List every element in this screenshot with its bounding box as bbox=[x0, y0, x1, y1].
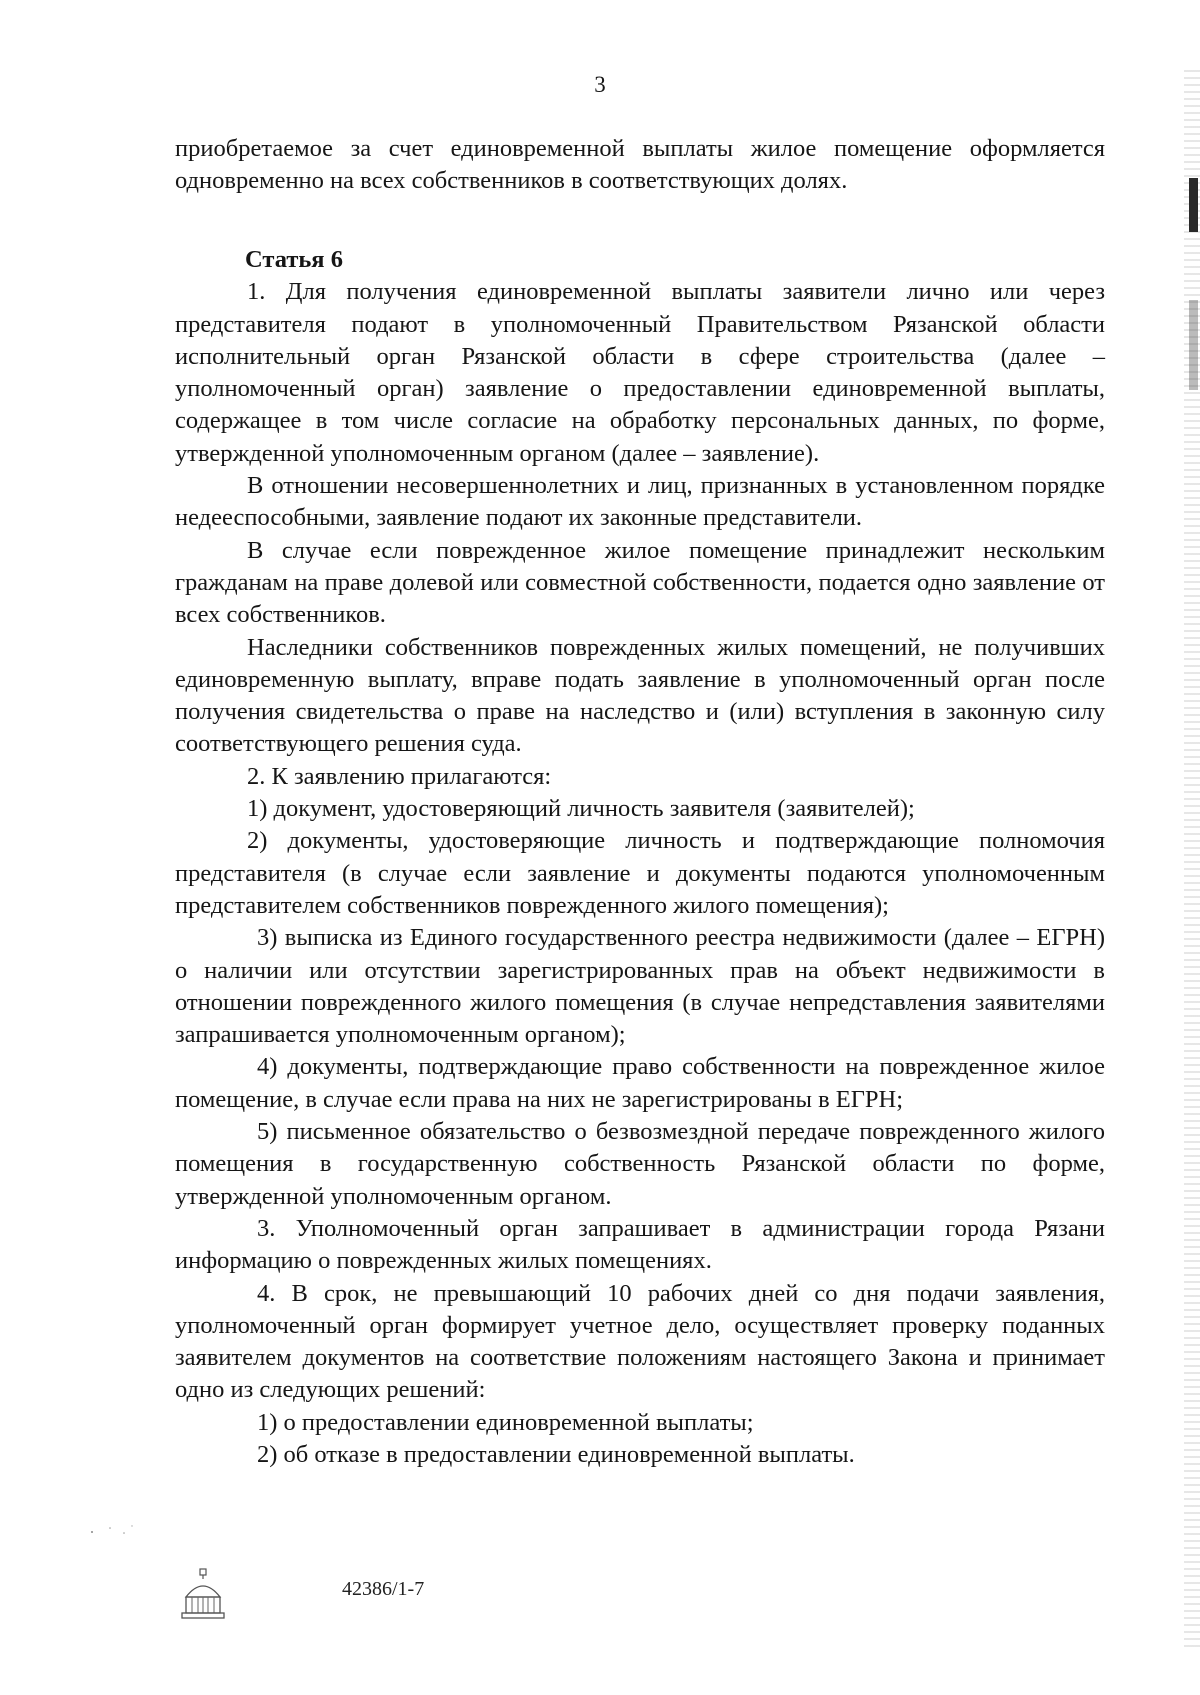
intro-paragraph: приобретаемое за счет единовременной выплаты жилое помещение оформляется одновременно на всех собственников в соответствующих долях. bbox=[175, 135, 1105, 195]
article-list-item: 5) письменное обязательство о безвозмездной передаче поврежденного жилого помещения в государственную собственность Рязанской области по форме, утвержденной уполномоченным органом. bbox=[175, 1118, 1105, 1210]
article-paragraph: Наследники собственников поврежденных жилых помещений, не получивших единовременную выплату, вправе подать заявление в уполномоченный орган после получения свидетельства о праве на наследство и (или) вступления в законную силу соответствующего решения суда. bbox=[175, 633, 1105, 758]
article-paragraph: 4. В срок, не превышающий 10 рабочих дней со дня подачи заявления, уполномоченный орган формирует учетное дело, осуществляет проверку поданных заявителем документов на соответствие положениям настоящего Закона и принимает одно из следующих решений: bbox=[175, 1279, 1105, 1404]
article-list-item: 1) документ, удостоверяющий личность заявителя (заявителей); bbox=[247, 795, 915, 823]
intro-block bbox=[175, 133, 1105, 198]
article-paragraph: 2. К заявлению прилагаются: bbox=[247, 762, 552, 790]
scan-specks bbox=[88, 1520, 148, 1540]
article-list-item: 2) документы, удостоверяющие личность и подтверждающие полномочия представителя (в случае если заявление и документы подаются уполномоченным представителем собственников поврежденного жилого помещения); bbox=[175, 827, 1105, 919]
article-paragraph: В случае если поврежденное жилое помещение принадлежит нескольким гражданам на праве долевой или совместной собственности, подается одно заявление от всех собственников. bbox=[175, 536, 1105, 629]
article-list-item: 1) о предоставлении единовременной выплаты; bbox=[257, 1408, 754, 1436]
article-6 bbox=[175, 226, 1105, 1471]
scan-edge-mark bbox=[1189, 300, 1198, 390]
article-heading: Статья 6 bbox=[245, 246, 343, 273]
article-paragraph: В отношении несовершеннолетних и лиц, признанных в установленном порядке недееспособными, заявление подают их законные представители. bbox=[175, 472, 1105, 532]
article-list-item: 4) документы, подтверждающие право собственности на поврежденное жилое помещение, в случае если права на них не зарегистрированы в ЕГРН; bbox=[175, 1053, 1105, 1113]
article-paragraph: 3. Уполномоченный орган запрашивает в администрации города Рязани информацию о поврежденных жилых помещениях. bbox=[175, 1214, 1105, 1275]
stamp-icon bbox=[180, 1567, 226, 1621]
document-code: 42386/1-7 bbox=[342, 1578, 425, 1600]
article-list-item: 3) выписка из Единого государственного реестра недвижимости (далее – ЕГРН) о наличии или отсутствии зарегистрированных прав на объект недвижимости в отношении поврежденного жилого помещения (в случае непредставления заявителями запрашивается уполномоченным органом); bbox=[175, 924, 1105, 1049]
article-paragraph: 1. Для получения единовременной выплаты заявители лично или через представителя подают в уполномоченный Правительством Рязанской области исполнительный орган Рязанской области в сфере строительства (далее – уполномоченный орган) заявление о предоставлении единовременной выплаты, содержащее в том числе согласие на обработку персональных данных, по форме, утвержденной уполномоченным органом (далее – заявление). bbox=[175, 278, 1105, 467]
article-list-item: 2) об отказе в предоставлении единовременной выплаты. bbox=[257, 1440, 855, 1468]
page-number: 3 bbox=[594, 72, 606, 97]
scan-edge-mark bbox=[1189, 178, 1198, 232]
